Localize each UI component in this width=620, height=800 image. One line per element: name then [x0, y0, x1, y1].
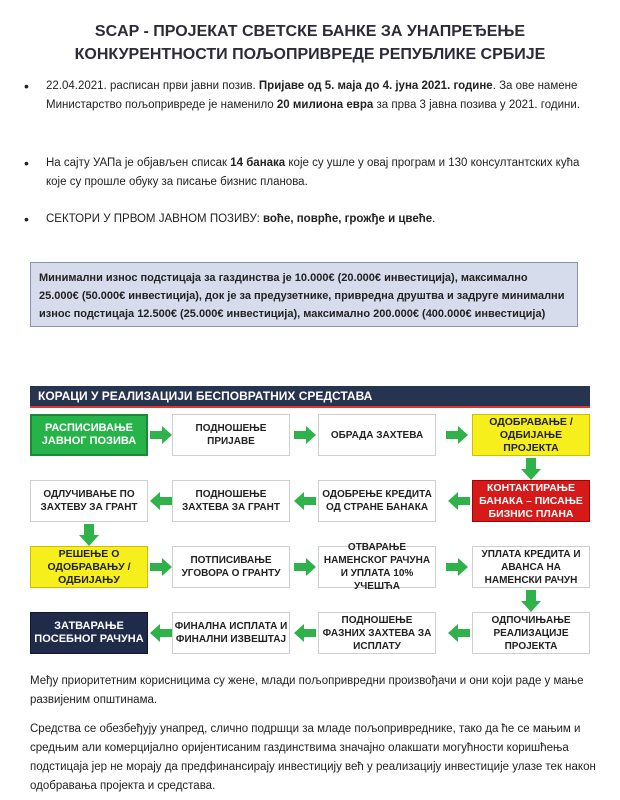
step-loan-advance-payment: УПЛАТА КРЕДИТА И АВАНСА НА НАМЕНСКИ РАЧУН — [472, 546, 590, 588]
bullet-text: . За ове намене Министарство пољопривреде је наменило — [46, 80, 578, 111]
arrow-right-icon — [294, 558, 316, 576]
title-line-1: SCAP - ПРОЈЕКАТ СВЕТСКЕ БАНКЕ ЗА УНАПРЕЂЕЊЕ — [94, 23, 526, 40]
step-grant-contract-signing: ПОТПИСИВАЊЕ УГОВОРА О ГРАНТУ — [172, 546, 290, 588]
bullet-text: СЕКТОРИ У ПРВОМ ЈАВНОМ ПОЗИВУ: — [46, 213, 263, 225]
arrow-down-icon — [521, 590, 541, 612]
bullet-banks — [46, 154, 586, 192]
arrow-right-icon — [150, 558, 172, 576]
arrow-right-icon — [446, 558, 468, 576]
arrow-right-icon — [294, 426, 316, 444]
bullet-sectors — [46, 210, 586, 229]
step-account-closing: ЗАТВАРАЊЕ ПОСЕБНОГ РАЧУНА — [30, 612, 148, 654]
step-dedicated-account-opening: ОТВАРАЊЕ НАМЕНСКОГ РАЧУНА И УПЛАТА 10% УЧЕШЋА — [318, 546, 436, 588]
step-call-announcement: РАСПИСИВАЊЕ ЈАВНОГ ПОЗИВА — [30, 414, 148, 456]
bullet-bold: 20 милиона евра — [276, 99, 374, 111]
step-grant-request: ПОДНОШЕЊЕ ЗАХТЕВА ЗА ГРАНТ — [172, 480, 290, 522]
subsidy-info-box: Минимални износ подстицаја за газдинства је 10.000€ (20.000€ инвестиција), максимално 25.000€ (50.000€ инвестиција), док је за предузетнике, привредна друштва и задруге минимални износ подстицаја 12.500€ (25.000€ инвестиција), максимално 200.000€ (400.000€ инвестиција) — [30, 262, 578, 327]
bullet-text: које су ушле у овај програм и 130 консултантских кућа које су прошле обуку за писање бизнис планова. — [46, 157, 580, 188]
step-approval-decision: РЕШЕЊЕ О ОДОБРАВАЊУ / ОДБИЈАЊУ — [30, 546, 148, 588]
step-final-payment-report: ФИНАЛНА ИСПЛАТА И ФИНАЛНИ ИЗВЕШТАЈ — [172, 612, 290, 654]
arrow-down-icon — [521, 458, 541, 480]
bullet-text: На сајту УАПа је објављен списак — [46, 157, 231, 169]
arrow-down-icon — [79, 524, 99, 546]
arrow-left-icon — [294, 624, 316, 642]
step-request-processing: ОБРАДА ЗАХТЕВА — [318, 414, 436, 456]
step-project-approval: ОДОБРАВАЊЕ / ОДБИЈАЊЕ ПРОЈЕКТА — [472, 414, 590, 456]
title-line-2: КОНКУРЕНТНОСТИ ПОЉОПРИВРЕДЕ РЕПУБЛИКЕ СРБИЈЕ — [74, 46, 546, 63]
page-title — [20, 20, 600, 66]
arrow-left-icon — [294, 492, 316, 510]
step-phase-payment-requests: ПОДНОШЕЊЕ ФАЗНИХ ЗАХТЕВА ЗА ИСПЛАТУ — [318, 612, 436, 654]
step-bank-loan-approval: ОДОБРЕЊЕ КРЕДИТА ОД СТРАНЕ БАНАКА — [318, 480, 436, 522]
steps-header-divider — [30, 406, 590, 408]
bullet-call-dates — [46, 77, 586, 115]
arrow-left-icon — [448, 624, 470, 642]
arrow-left-icon — [150, 492, 172, 510]
bullet-text: за прва 3 јавна позива у 2021. години. — [373, 99, 580, 111]
arrow-right-icon — [446, 426, 468, 444]
bullet-text: . — [432, 213, 436, 225]
funding-paragraph: Средства се обезбеђују унапред, слично подршци за младе пољопривреднике, тако да ће се мањим и средњим али комерцијално оријентисаним газдинствима значајно олакшати могућности коришћења подстицаја јер не морају да предфинансирају инвестицију већ у реализацију инвестиције улазе тек након одобравања пројекта и средстава. — [30, 723, 596, 792]
bullet-bold: воће, поврће, грожђе и цвеће — [262, 213, 433, 225]
steps-header: КОРАЦИ У РЕАЛИЗАЦИЈИ БЕСПОВРАТНИХ СРЕДСТАВА — [30, 386, 590, 406]
step-application-submit: ПОДНОШЕЊЕ ПРИЈАВЕ — [172, 414, 290, 456]
step-grant-decision: ОДЛУЧИВАЊЕ ПО ЗАХТЕВУ ЗА ГРАНТ — [30, 480, 148, 522]
step-bank-contact-business-plan: КОНТАКТИРАЊЕ БАНАКА – ПИСАЊЕ БИЗНИС ПЛАНА — [472, 480, 590, 522]
arrow-left-icon — [448, 492, 470, 510]
bullet-bold: Пријаве од 5. маја до 4. јуна 2021. године — [258, 80, 493, 92]
arrow-left-icon — [150, 624, 172, 642]
bullet-bold: 14 банака — [230, 157, 286, 169]
arrow-right-icon — [150, 426, 172, 444]
step-project-implementation-start: ОДПОЧИЊАЊЕ РЕАЛИЗАЦИЈЕ ПРОЈЕКТА — [472, 612, 590, 654]
priority-beneficiaries-paragraph: Међу приоритетним корисницима су жене, млади пољопривредни произвођачи и они који раде у мање развијеним општинама. — [30, 675, 584, 706]
bullet-text: 22.04.2021. расписан први јавни позив. — [46, 80, 259, 92]
